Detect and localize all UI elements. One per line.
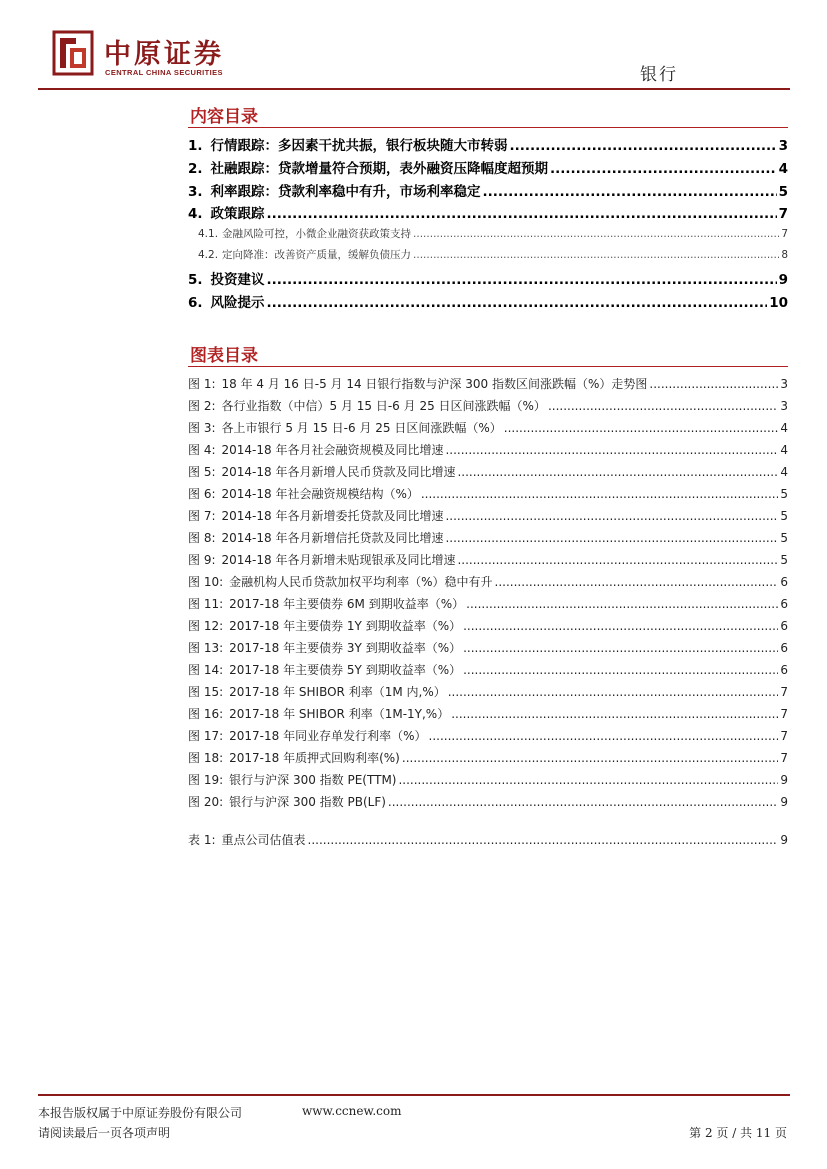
toc-text: 风险提示 xyxy=(210,295,265,311)
figure-entry[interactable] xyxy=(188,771,788,788)
toc-page: 7 xyxy=(781,228,788,240)
figure-entry[interactable] xyxy=(188,375,788,392)
footer-website-link[interactable]: www.ccnew.com xyxy=(302,1104,402,1118)
figure-leader xyxy=(466,597,778,611)
figure-page: 4 xyxy=(780,465,788,479)
figure-number: 图 1: xyxy=(188,377,216,391)
figure-page: 5 xyxy=(780,509,788,523)
table-page: 9 xyxy=(780,833,788,847)
toc-leader xyxy=(267,206,777,222)
figure-entry[interactable] xyxy=(188,397,788,414)
figure-leader xyxy=(445,509,778,523)
figure-number: 图 10: xyxy=(188,575,224,589)
figure-number: 图 15: xyxy=(188,685,224,699)
figure-leader xyxy=(548,399,778,413)
figure-page: 6 xyxy=(780,619,788,633)
figure-number: 图 11: xyxy=(188,597,224,611)
figure-number: 图 12: xyxy=(188,619,224,633)
toc-number: 4.1. xyxy=(198,228,219,240)
figure-number: 图 9: xyxy=(188,553,216,567)
toc-page: 3 xyxy=(778,138,788,154)
figure-entry[interactable] xyxy=(188,749,788,766)
figure-entry[interactable] xyxy=(188,683,788,700)
figure-entry[interactable] xyxy=(188,595,788,612)
figure-entry[interactable] xyxy=(188,793,788,810)
figure-leader xyxy=(504,421,779,435)
header-divider xyxy=(38,88,790,90)
logo-chinese-name: 中原证券 xyxy=(104,39,224,70)
footer-page-info: 第 2 页 / 共 11 页 xyxy=(689,1126,787,1140)
figure-page: 5 xyxy=(780,553,788,567)
toc-title-divider xyxy=(188,127,788,128)
figure-leader xyxy=(421,487,779,501)
figure-text: 各行业指数（中信）5 月 15 日-6 月 25 日区间涨跌幅（%） xyxy=(221,399,546,413)
footer-disclaimer: 请阅读最后一页各项声明 xyxy=(38,1126,171,1140)
toc-entry[interactable] xyxy=(188,291,788,311)
toc-number: 3. xyxy=(188,184,203,200)
table-leader xyxy=(308,833,779,847)
figure-entry[interactable] xyxy=(188,441,788,458)
toc-page: 8 xyxy=(781,249,788,261)
figure-entry[interactable] xyxy=(188,727,788,744)
figure-page: 7 xyxy=(780,729,788,743)
figure-text: 2014-18 年社会融资规模结构（%） xyxy=(221,487,419,501)
figure-text: 2017-18 年 SHIBOR 利率（1M 内,%） xyxy=(229,685,446,699)
figure-text: 2014-18 年各月新增未贴现银承及同比增速 xyxy=(221,553,456,567)
figure-leader xyxy=(457,465,778,479)
figure-page: 6 xyxy=(780,597,788,611)
toc-page: 5 xyxy=(778,184,788,200)
toc-leader xyxy=(483,184,777,200)
toc-number: 1. xyxy=(188,138,203,154)
figure-text: 2014-18 年各月新增委托贷款及同比增速 xyxy=(221,509,444,523)
figure-number: 图 4: xyxy=(188,443,216,457)
figure-number: 图 5: xyxy=(188,465,216,479)
figure-leader xyxy=(463,619,778,633)
toc-entry[interactable] xyxy=(188,157,788,177)
toc-number: 2. xyxy=(188,161,203,177)
figure-page: 3 xyxy=(780,377,788,391)
footer-divider xyxy=(38,1094,790,1096)
figure-entry[interactable] xyxy=(188,551,788,568)
figure-text: 2014-18 年各月新增人民币贷款及同比增速 xyxy=(221,465,456,479)
toc-leader xyxy=(413,228,779,240)
figure-leader xyxy=(398,773,778,787)
figure-entry[interactable] xyxy=(188,639,788,656)
toc-leader xyxy=(267,295,768,311)
toc-text: 金融风险可控，小微企业融资获政策支持 xyxy=(222,228,412,240)
toc-number: 4. xyxy=(188,206,203,222)
figure-page: 6 xyxy=(780,663,788,677)
figure-entry[interactable] xyxy=(188,705,788,722)
company-logo xyxy=(52,30,292,80)
toc-page: 9 xyxy=(778,272,788,288)
figure-leader xyxy=(463,663,778,677)
figure-page: 5 xyxy=(780,531,788,545)
toc-text: 定向降准：改善资产质量，缓解负债压力 xyxy=(222,249,412,261)
figure-leader xyxy=(429,729,779,743)
figure-number: 图 19: xyxy=(188,773,224,787)
figure-text: 2014-18 年各月社会融资规模及同比增速 xyxy=(221,443,444,457)
figure-text: 各上市银行 5 月 15 日-6 月 25 日区间涨跌幅（%） xyxy=(221,421,502,435)
figure-leader xyxy=(495,575,779,589)
figure-page: 7 xyxy=(780,707,788,721)
figure-page: 9 xyxy=(780,773,788,787)
figure-page: 5 xyxy=(780,487,788,501)
figure-entry[interactable] xyxy=(188,485,788,502)
figure-entry[interactable] xyxy=(188,661,788,678)
figure-number: 图 14: xyxy=(188,663,224,677)
toc-entry[interactable] xyxy=(188,134,788,154)
figure-number: 图 7: xyxy=(188,509,216,523)
figure-entry[interactable] xyxy=(188,529,788,546)
toc-text: 社融跟踪：贷款增量符合预期，表外融资压降幅度超预期 xyxy=(210,161,549,177)
figure-text: 银行与沪深 300 指数 PE(TTM) xyxy=(229,773,397,787)
figure-entry[interactable] xyxy=(188,419,788,436)
figure-page: 4 xyxy=(780,443,788,457)
figure-entry[interactable] xyxy=(188,507,788,524)
figure-text: 金融机构人民币贷款加权平均利率（%）稳中有升 xyxy=(229,575,493,589)
figure-leader xyxy=(445,443,778,457)
figure-text: 银行与沪深 300 指数 PB(LF) xyxy=(229,795,386,809)
figure-leader xyxy=(448,685,779,699)
logo-english-name: CENTRAL CHINA SECURITIES xyxy=(105,68,223,77)
figures-title-divider xyxy=(188,366,788,367)
toc-leader xyxy=(510,138,777,154)
toc-subentry[interactable] xyxy=(188,247,788,262)
toc-text: 行情跟踪：多因素干扰共振，银行板块随大市转弱 xyxy=(210,138,508,154)
figure-entry[interactable] xyxy=(188,573,788,590)
toc-leader xyxy=(550,161,777,177)
table-entry[interactable] xyxy=(188,831,788,848)
toc-text: 投资建议 xyxy=(210,272,265,288)
figure-text: 2017-18 年 SHIBOR 利率（1M-1Y,%） xyxy=(229,707,450,721)
toc-text: 政策跟踪 xyxy=(210,206,265,222)
figure-leader xyxy=(451,707,778,721)
figure-number: 图 3: xyxy=(188,421,216,435)
toc-title: 内容目录 xyxy=(190,107,258,127)
figure-number: 图 13: xyxy=(188,641,224,655)
figure-text: 2017-18 年主要债券 5Y 到期收益率（%） xyxy=(229,663,462,677)
figure-leader xyxy=(445,531,778,545)
figure-leader xyxy=(402,751,778,765)
figure-leader xyxy=(463,641,778,655)
figure-text: 2014-18 年各月新增信托贷款及同比增速 xyxy=(221,531,444,545)
toc-leader xyxy=(267,272,777,288)
figure-number: 图 16: xyxy=(188,707,224,721)
figure-text: 2017-18 年同业存单发行利率（%） xyxy=(229,729,427,743)
toc-page: 4 xyxy=(778,161,788,177)
figure-page: 7 xyxy=(780,685,788,699)
figure-text: 2017-18 年质押式回购利率(%) xyxy=(229,751,400,765)
figure-page: 3 xyxy=(780,399,788,413)
figures-title: 图表目录 xyxy=(190,346,258,366)
figure-text: 2017-18 年主要债券 1Y 到期收益率（%） xyxy=(229,619,462,633)
toc-page: 7 xyxy=(778,206,788,222)
toc-entry[interactable] xyxy=(188,180,788,200)
table-text: 重点公司估值表 xyxy=(221,833,306,847)
report-section-name: 银行 xyxy=(640,65,678,85)
figure-page: 7 xyxy=(780,751,788,765)
figure-page: 6 xyxy=(780,641,788,655)
toc-subentry[interactable] xyxy=(188,226,788,241)
page-header xyxy=(38,24,790,90)
toc-text: 利率跟踪：贷款利率稳中有升，市场利率稳定 xyxy=(210,184,481,200)
figure-text: 18 年 4 月 16 日-5 月 14 日银行指数与沪深 300 指数区间涨跌幅（%）走势图 xyxy=(221,377,648,391)
figure-number: 图 18: xyxy=(188,751,224,765)
figure-number: 图 6: xyxy=(188,487,216,501)
figure-entry[interactable] xyxy=(188,617,788,634)
figure-text: 2017-18 年主要债券 3Y 到期收益率（%） xyxy=(229,641,462,655)
figure-leader xyxy=(649,377,778,391)
table-number: 表 1: xyxy=(188,833,216,847)
toc-number: 5. xyxy=(188,272,203,288)
footer-copyright: 本报告版权属于中原证券股份有限公司 xyxy=(38,1106,243,1120)
toc-leader xyxy=(413,249,779,261)
figure-number: 图 20: xyxy=(188,795,224,809)
toc-page: 10 xyxy=(769,295,788,311)
figure-number: 图 8: xyxy=(188,531,216,545)
toc-entry[interactable] xyxy=(188,268,788,288)
figure-page: 4 xyxy=(780,421,788,435)
figure-leader xyxy=(388,795,778,809)
figure-leader xyxy=(457,553,778,567)
toc-entry[interactable] xyxy=(188,202,788,222)
figure-text: 2017-18 年主要债券 6M 到期收益率（%） xyxy=(229,597,465,611)
logo-mark-icon xyxy=(52,30,94,76)
figure-number: 图 17: xyxy=(188,729,224,743)
toc-number: 4.2. xyxy=(198,249,219,261)
figure-entry[interactable] xyxy=(188,463,788,480)
figure-number: 图 2: xyxy=(188,399,216,413)
toc-number: 6. xyxy=(188,295,203,311)
figure-page: 9 xyxy=(780,795,788,809)
figure-page: 6 xyxy=(780,575,788,589)
